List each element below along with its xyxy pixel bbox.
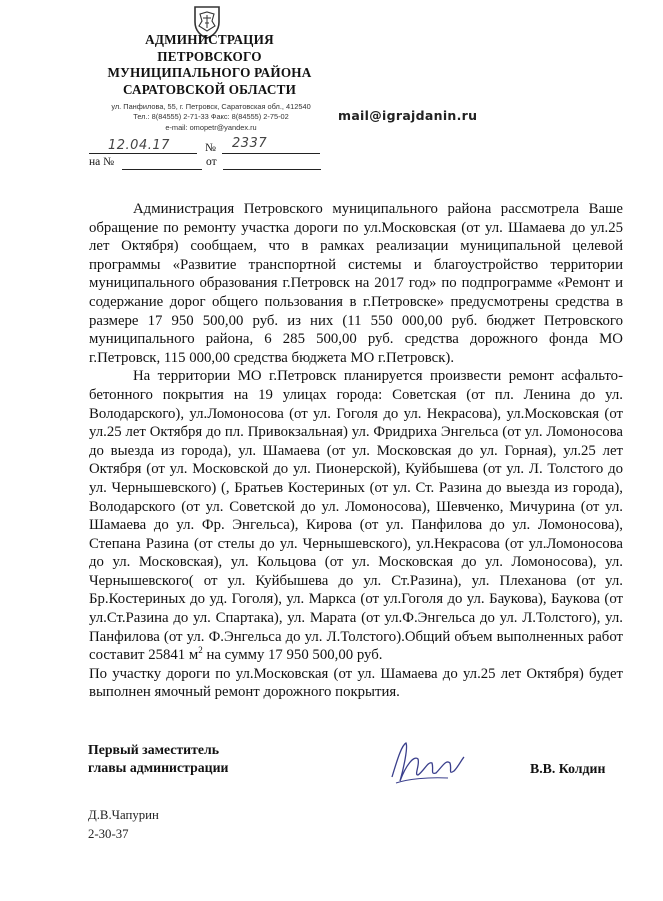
- reply-number-underline: [122, 169, 202, 170]
- address-line: ул. Панфилова, 55, г. Петровск, Саратовская обл., 412540: [111, 102, 311, 111]
- executor-block: [88, 806, 159, 844]
- org-line: АДМИНИСТРАЦИЯ: [145, 32, 274, 47]
- organization-name: [88, 32, 331, 98]
- reply-date-underline: [223, 169, 321, 170]
- paragraph-pothole-repair: По участку дороги по ул.Московская (от ул. Шамаева до ул.25 лет Октября) будет выполнен ямочный ремонт дорожного покрытия.: [89, 665, 623, 701]
- outgoing-date: 12.04.17: [108, 138, 170, 153]
- signatory-name: В.В. Колдин: [530, 761, 606, 776]
- executor-name: Д.В.Чапурин: [88, 808, 159, 822]
- square-superscript: 2: [198, 645, 203, 656]
- executor-phone: 2-30-37: [88, 827, 129, 841]
- org-line: МУНИЦИПАЛЬНОГО РАЙОНА: [107, 65, 312, 81]
- phone-fax-line: Тел.: 8(84555) 2-71-33 Факс: 8(84555) 2-75-02: [133, 112, 289, 122]
- in-reply-number-label: на №: [89, 156, 115, 168]
- signatory-title: [88, 741, 229, 777]
- handwritten-signature: [388, 737, 468, 792]
- recipient-email: mail@igrajdanin.ru: [338, 108, 478, 123]
- number-label: №: [205, 142, 216, 154]
- letter-body: [89, 200, 623, 702]
- paragraph-streets: [89, 367, 623, 665]
- number-underline: [222, 153, 320, 154]
- org-line: САРАТОВСКОЙ ОБЛАСТИ: [122, 81, 297, 97]
- in-reply-date-label: от: [206, 156, 217, 168]
- org-email-line: e-mail: omopetr@yandex.ru: [165, 122, 257, 132]
- paragraph-funding: Администрация Петровского муниципального района рассмотрела Ваше обращение по ремонту участка дороги по ул.Московская (от ул. Шамаева до ул.25 лет Октября) сообщаем, что в рамках реализации муниципальной целевой программы «Развитие транспортной системы и благоустройство территории муниципального образования г.Петровск на 2017 год» по подпрограмме «Ремонт и содержание дорог общего пользования в г.Петровске» предусмотрены средства в размере 17 950 500,00 руб. из них (11 550 000,00 руб. бюджет Петровского муниципального района, 6 285 500,00 руб. средства дорожного фонда МО г.Петровск, 115 000,00 средства бюджета МО г.Петровск).: [89, 201, 623, 366]
- signatory-title-line: главы администрации: [88, 760, 229, 775]
- outgoing-number: 2337: [232, 136, 268, 151]
- date-underline: [89, 153, 197, 154]
- signatory-title-line: Первый заместитель: [88, 742, 220, 757]
- paragraph-streets-sum: на сумму 17 950 500,00 руб.: [202, 647, 383, 664]
- paragraph-streets-text: На территории МО г.Петровск планируется произвести ремонт асфальто-бетонного покрытия на 19 улицах города: Советская (от пл. Ленина до ул. Володарского), ул.Ломоносова (от ул. Гоголя до ул. Некрасова), ул.Московская (от ул.25 лет Октября до пл. Привокзальная) ул. Фридриха Энгельса (от ул. Ломоносова до выезда из города), ул. Шамаева (от ул. Московская до ул. Горная), ул.25 лет Октября (от ул. Московской до ул. Пионерской), Куйбышева (от ул. Л. Толстого до ул. Чернышевского) (, Братьев Костериных (от ул. Ст. Разина до выезда из города), Володарского (от ул. Советской до ул. Ломоносова), Шевченко, Мичурина (от ул. Шамаева до ул. Фр. Энгельса), Кирова (от ул. Панфилова до ул. Ломоносова), Степана Разина (от стелы до ул. Чернышевского), ул.Некрасова (от ул.Ломоносова до ул. Московская), ул. Кольцова (от ул. Московская до ул. Ломоносова), ул. Чернышевского( от ул. Куйбышева до ул. Ст.Разина), ул. Плеханова (от ул. Бр.Костериных до уд. Гоголя), ул. Маркса (от ул.Гоголя до ул. Баукова), Баукова (от ул.Ст.Разина до ул. Спартака), ул. Марата (от ул.Ф.Энгельса до ул. Л.Толстого), ул. Панфилова (от ул. Ф.Энгельса до ул. Л.Толстого).Общий объем выполненных работ составит 25841 м: [89, 368, 623, 664]
- org-line: ПЕТРОВСКОГО: [157, 48, 262, 64]
- organization-contacts: [100, 102, 322, 133]
